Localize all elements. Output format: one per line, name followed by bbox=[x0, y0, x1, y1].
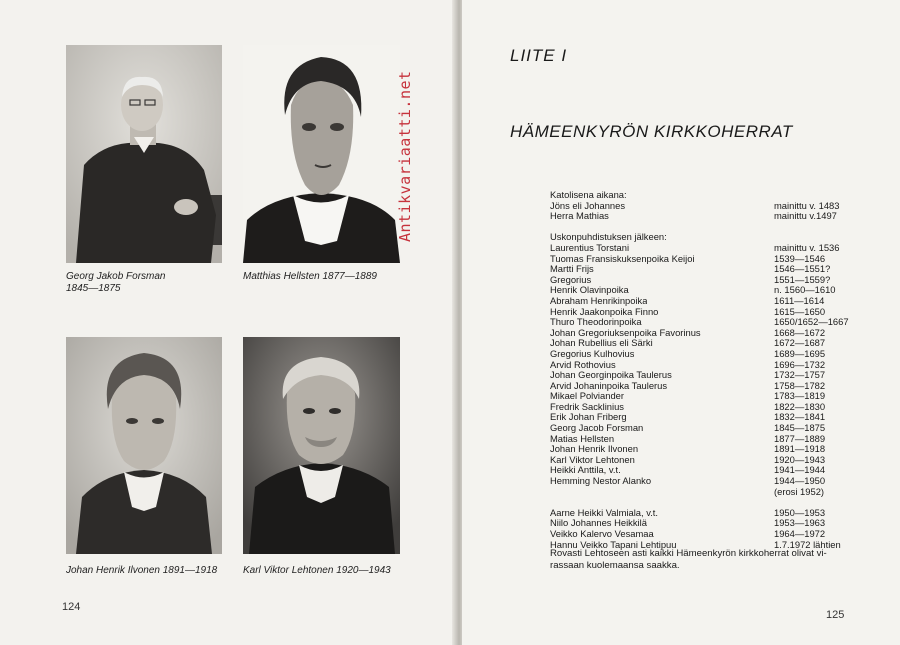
vicar-years: n. 1560—1610 bbox=[774, 284, 836, 296]
appendix-label: LIITE I bbox=[510, 46, 568, 65]
vicar-years: 1891—1918 bbox=[774, 443, 826, 455]
page-number-left: 124 bbox=[62, 601, 81, 613]
vicar-name: Henrik Olavinpoika bbox=[550, 285, 629, 296]
vicar-row bbox=[550, 243, 850, 254]
vicar-name: Gregorius Kulhovius bbox=[550, 348, 635, 359]
vicar-years: mainittu v. 1536 bbox=[774, 241, 840, 253]
vicar-years: 1611—1614 bbox=[774, 294, 825, 306]
vicar-years: 1832—1841 bbox=[774, 411, 826, 423]
vicar-name: Martti Frijs bbox=[550, 264, 594, 275]
vicar-name: Niilo Johannes Heikkilä bbox=[550, 518, 647, 529]
vicar-row bbox=[550, 529, 850, 540]
vicar-years: 1672—1687 bbox=[774, 337, 826, 349]
portrait-caption-ilvonen bbox=[66, 565, 217, 577]
right-page bbox=[462, 0, 900, 645]
section-label-catholic: Katolisena aikana: bbox=[550, 189, 627, 200]
vicar-name: Thuro Theodorinpoika bbox=[550, 317, 642, 328]
vicar-name: Laurentius Torstani bbox=[550, 242, 630, 253]
vicar-years: 1615—1650 bbox=[774, 305, 826, 317]
footnote bbox=[550, 548, 850, 572]
vicar-name: Henrik Jaakonpoika Finno bbox=[550, 306, 659, 317]
vicar-row bbox=[550, 349, 850, 360]
vicar-years: 1920—1943 bbox=[774, 453, 826, 465]
caption-name: Georg Jakob Forsman bbox=[66, 271, 166, 282]
catholic-rows bbox=[550, 201, 850, 222]
vicar-row bbox=[550, 487, 850, 498]
vicar-name: Fredrik Sacklinius bbox=[550, 401, 624, 412]
vicar-years: 1964—1972 bbox=[774, 528, 826, 539]
vicar-years: 1783—1819 bbox=[774, 390, 826, 402]
page-number-right: 125 bbox=[826, 609, 845, 621]
vicar-years: 1732—1757 bbox=[774, 369, 826, 381]
vicar-name: Heikki Anttila, v.t. bbox=[550, 465, 621, 476]
vicar-name: Veikko Kalervo Vesamaa bbox=[550, 529, 654, 539]
vicar-name: Georg Jacob Forsman bbox=[550, 423, 644, 434]
vicar-years: 1.7.1972 lähtien bbox=[774, 538, 841, 550]
caption-name: Matthias Hellsten 1877—1889 bbox=[243, 271, 377, 282]
vicar-years: 1877—1889 bbox=[774, 432, 826, 444]
vicar-years: 1953—1963 bbox=[774, 517, 826, 529]
vicar-name: Tuomas Fransiskuksenpoika Keijoi bbox=[550, 253, 695, 264]
vicar-years: 1944—1950 bbox=[774, 475, 826, 487]
vicar-name: Matias Hellsten bbox=[550, 433, 615, 444]
portrait-caption-hellsten bbox=[243, 271, 377, 283]
vicar-years: 1950—1953 bbox=[774, 506, 826, 518]
vicar-years: 1650/1652—1667 bbox=[774, 316, 849, 328]
vicar-name: Johan Rubellius eli Särki bbox=[550, 338, 653, 349]
vicar-years: 1689—1695 bbox=[774, 347, 826, 359]
vicar-name: Gregorius bbox=[550, 274, 592, 285]
portrait-photo-hellsten bbox=[243, 45, 400, 263]
reformation-rows bbox=[550, 243, 850, 550]
vicar-years: 1696—1732 bbox=[774, 358, 826, 370]
vicar-name: Arvid Rothovius bbox=[550, 359, 616, 370]
vicar-years: mainittu v.1497 bbox=[774, 210, 837, 222]
vicar-name: Karl Viktor Lehtonen bbox=[550, 454, 635, 465]
caption-years: 1845—1875 bbox=[66, 283, 121, 294]
vicar-years: (erosi 1952) bbox=[774, 485, 825, 497]
vicar-years: 1539—1546 bbox=[774, 252, 826, 264]
vicar-years: 1758—1782 bbox=[774, 379, 826, 391]
vicar-name: Johan Georginpoika Taulerus bbox=[550, 370, 672, 381]
vicar-years: 1546—1551? bbox=[774, 263, 831, 275]
vicar-row bbox=[550, 211, 850, 222]
portrait-caption-lehtonen bbox=[243, 565, 391, 577]
vicar-years: 1668—1672 bbox=[774, 326, 826, 338]
vicar-name: Johan Henrik Ilvonen bbox=[550, 444, 639, 455]
portrait-photo-ilvonen bbox=[66, 337, 222, 554]
vicar-name: Aarne Heikki Valmiala, v.t. bbox=[550, 507, 659, 518]
vicar-years: 1551—1559? bbox=[774, 273, 831, 285]
section-label-reformation: Uskonpuhdistuksen jälkeen: bbox=[550, 231, 667, 243]
vicar-name: Arvid Johaninpoika Taulerus bbox=[550, 380, 668, 391]
vicar-name: Abraham Henrikinpoika bbox=[550, 295, 648, 306]
vicar-name: Herra Mathias bbox=[550, 211, 609, 222]
watermark-text: Antikvariaatti.net bbox=[396, 70, 414, 242]
vicar-row bbox=[550, 296, 850, 307]
vicar-name: Hemming Nestor Alanko bbox=[550, 476, 652, 487]
footnote-line: Rovasti Lehtoseen asti kaikki Hämeenkyrön kirkkoherrat olivat vi- bbox=[550, 548, 827, 559]
vicar-years: 1845—1875 bbox=[774, 422, 826, 434]
vicar-name: Hannu Veikko Tapani Lehtipuu bbox=[550, 539, 677, 550]
vicar-years: mainittu v. 1483 bbox=[774, 199, 840, 211]
vicar-list bbox=[550, 190, 850, 550]
vicar-name: Erik Johan Friberg bbox=[550, 412, 627, 423]
page-heading: HÄMEENKYRÖN KIRKKOHERRAT bbox=[510, 122, 793, 141]
portrait-caption-forsman bbox=[66, 271, 166, 295]
vicar-years: 1941—1944 bbox=[774, 464, 826, 476]
vicar-name: Jöns eli Johannes bbox=[550, 200, 626, 211]
caption-name: Johan Henrik Ilvonen 1891—1918 bbox=[66, 565, 218, 576]
portrait-photo-lehtonen bbox=[243, 337, 400, 554]
vicar-name: Mikael Polviander bbox=[550, 391, 624, 402]
vicar-name: Johan Gregoriuksenpoika Favorinus bbox=[550, 327, 701, 338]
vicar-years: 1822—1830 bbox=[774, 400, 826, 412]
caption-name: Karl Viktor Lehtonen 1920—1943 bbox=[243, 565, 391, 576]
portrait-photo-forsman bbox=[66, 45, 222, 263]
footnote-line: rassaan kuolemaansa saakka. bbox=[550, 560, 680, 571]
